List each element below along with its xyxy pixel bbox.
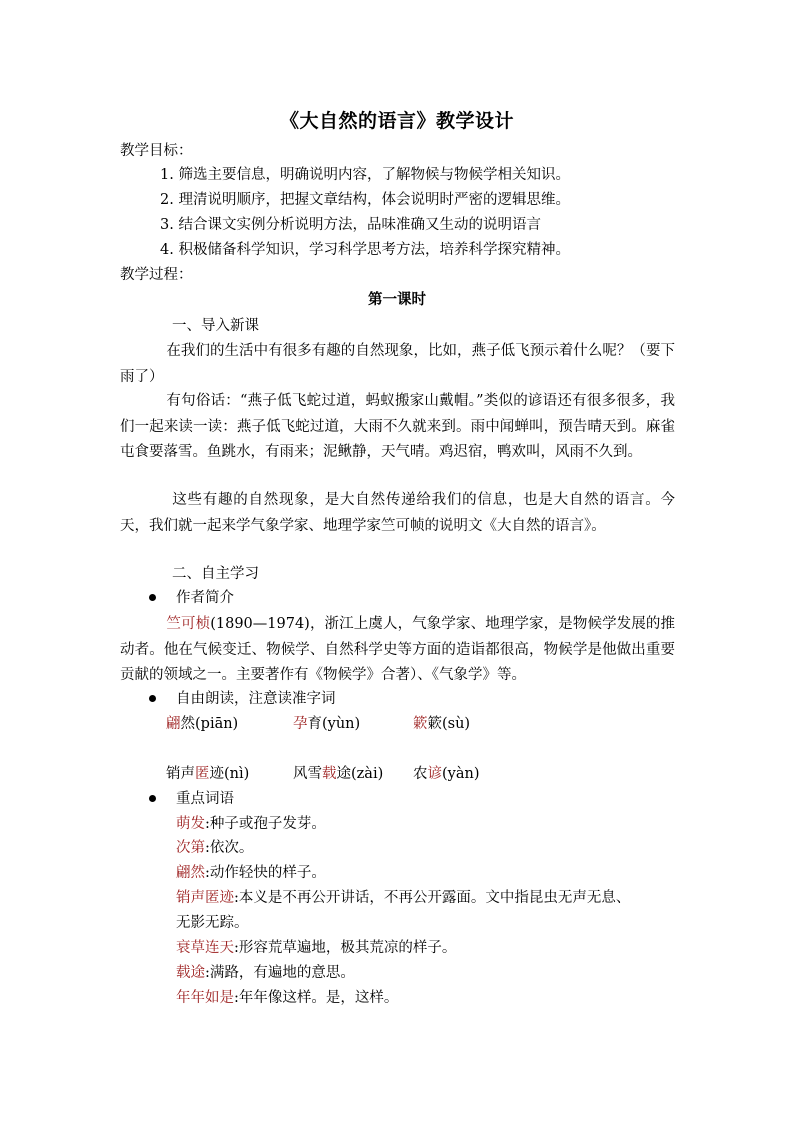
goal-item: 1. 筛选主要信息，明确说明内容，了解物候与物候学相关知识。 [160,167,570,183]
pronunciation-item: 簌簌(sù) [413,716,471,732]
vocab-bullet-label: 重点词语 [176,791,234,807]
bullet-icon [149,594,156,601]
pronunciation-item: 翩然(piān) [166,716,239,732]
pronunciation-item: 销声匿迹(nì) [166,766,250,782]
bullet-icon [149,795,156,802]
author-paragraph [120,612,675,689]
author-bullet-label: 作者简介 [176,590,234,606]
section-heading-intro: 一、导入新课 [172,318,259,334]
vocab-item: 年年如是:年年像这样。是，这样。 [176,990,399,1006]
vocab-item-continuation: 无影无踪。 [176,915,249,931]
pronunciation-item: 孕育(yùn) [293,716,361,732]
goal-item: 4. 积极储备科学知识，学习科学思考方法，培养科学探究精神。 [160,242,570,258]
vocab-item: 翩然:动作轻快的样子。 [176,865,326,881]
document-title: 《大自然的语言》教学设计 [279,110,514,132]
vocab-item: 载途:满路，有遍地的意思。 [176,965,355,981]
vocab-item: 次第:依次。 [176,840,254,856]
process-heading: 教学过程： [120,267,193,283]
author-text: (1890—1974)，浙江上虞人，气象学家、地理学家，是物候学发展的推动者。他在气候变迁、物候学、自然科学史等方面的造诣都很高，物候学是他做出重要贡献的领域之一。主要著作有《物候学》合著）、《气象学》等。 [120,616,675,683]
intro-paragraph-2: 有句俗话：“燕子低飞蛇过道，蚂蚁搬家山戴帽。”类似的谚语还有很多很多，我们一起来读一读：燕子低飞蛇过道，大雨不久就来到。雨中闻蝉叫，预告晴天到。麻雀屯食要落雪。鱼跳水，有雨来；泥鳅静，天气晴。鸡迟宿，鸭欢叫，风雨不久到。 [120,393,675,460]
author-name: 竺可桢 [166,616,211,632]
intro-paragraph-1: 在我们的生活中有很多有趣的自然现象，比如，燕子低飞预示着什么呢？（要下雨了） [120,343,675,385]
reading-bullet-label: 自由朗读，注意读准字词 [176,691,336,707]
vocab-item: 衰草连天:形容荒草遍地，极其荒凉的样子。 [176,940,457,956]
vocab-item: 萌发:种子或孢子发芽。 [176,816,326,832]
vocab-item: 销声匿迹:本义是不再公开讲话，不再公开露面。文中指昆虫无声无息、 [176,890,631,906]
goals-heading: 教学目标： [120,143,193,159]
lesson-title: 第一课时 [368,291,426,308]
bullet-icon [149,695,156,702]
pronunciation-item: 农谚(yàn) [413,766,480,782]
goal-item: 2. 理清说明顺序，把握文章结构，体会说明时严密的逻辑思维。 [160,192,570,208]
intro-paragraph-3: 这些有趣的自然现象，是大自然传递给我们的信息，也是大自然的语言。今天，我们就一起来学气象学家、地理学家竺可帧的说明文《大自然的语言》。 [120,492,675,534]
section-heading-self-study: 二、自主学习 [172,566,259,582]
goal-item: 3. 结合课文实例分析说明方法，品味准确又生动的说明语言 [160,217,541,233]
pronunciation-item: 风雪载途(zài) [293,766,384,782]
